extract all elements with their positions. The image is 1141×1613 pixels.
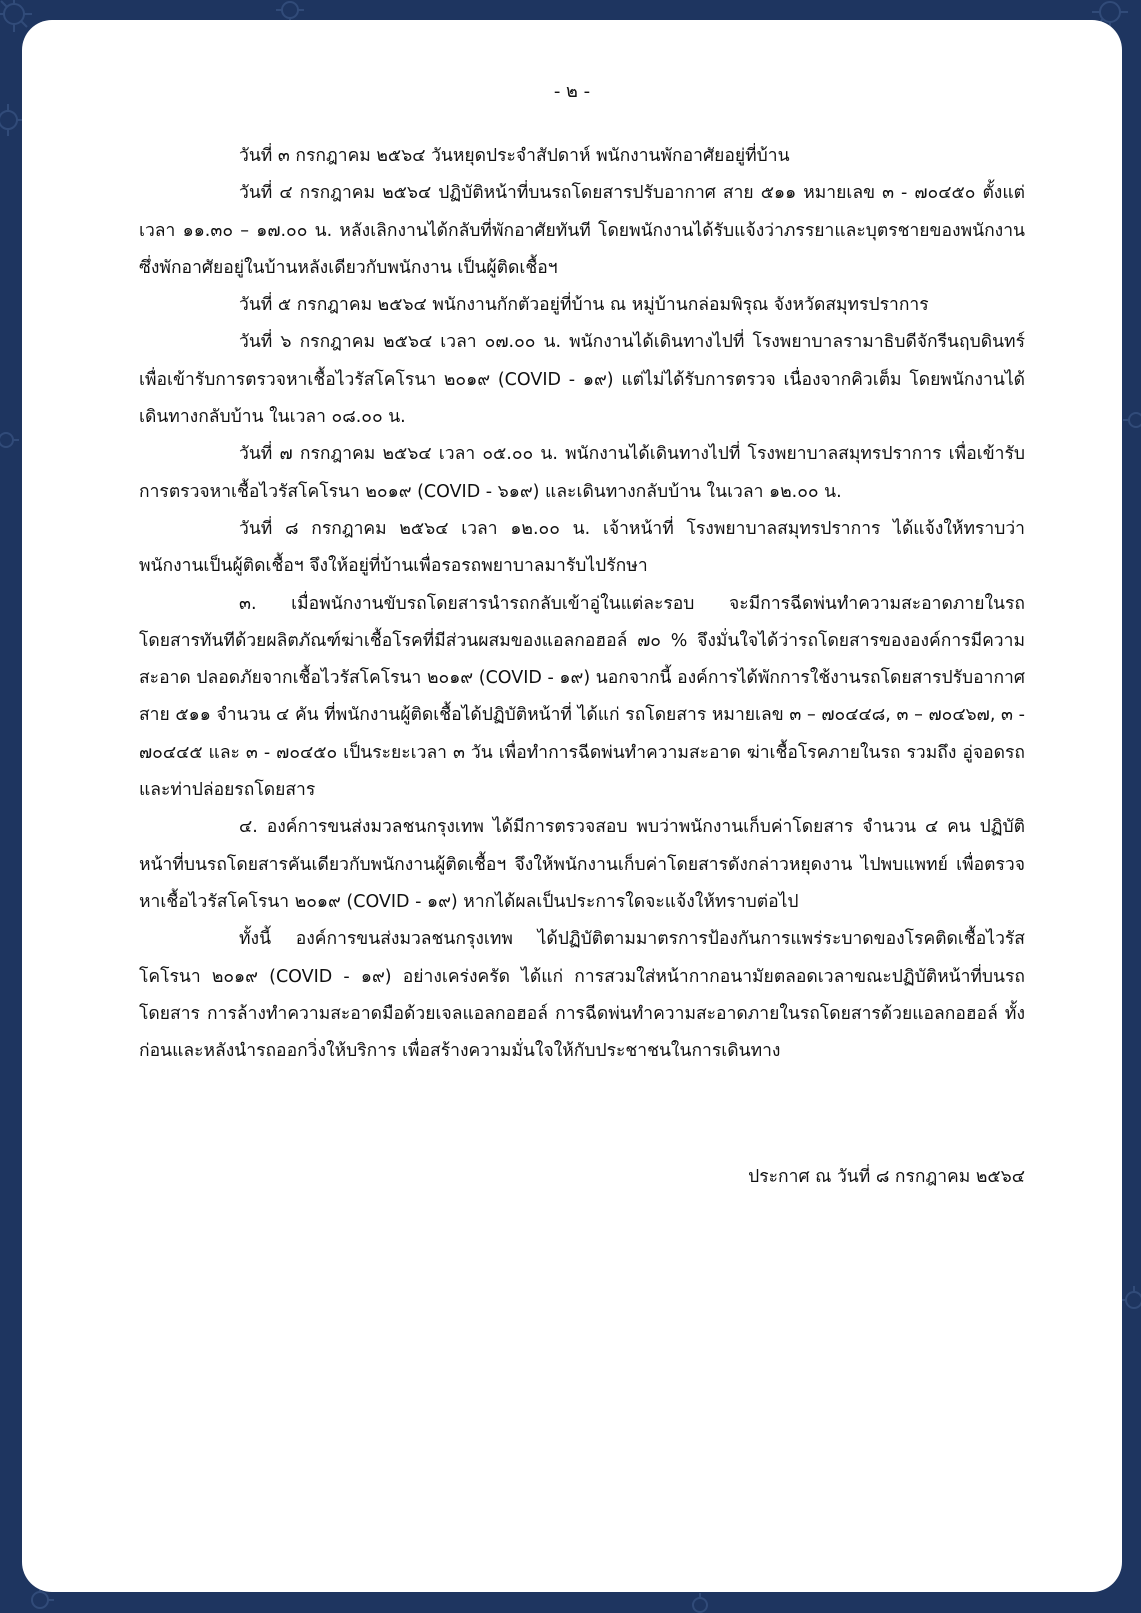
paragraph: วันที่ ๔ กรกฎาคม ๒๕๖๔ ปฏิบัติหน้าที่บนรถโดยสารปรับอากาศ สาย ๕๑๑ หมายเลข ๓ - ๗๐๔๕๐ ตั้งแต่เวลา ๑๑.๓๐ – ๑๗.๐๐ น. หลังเลิกงานได้กลับที่พักอาศัยทันที โดยพนักงานได้รับแจ้งว่าภรรยาและบุตรชายของพนักงาน ซึ่งพักอาศัยอยู่ในบ้านหลังเดียวกับพนักงาน เป็นผู้ติดเชื้อฯ bbox=[139, 183, 1025, 278]
virus-icon bbox=[0, 0, 32, 32]
virus-icon bbox=[1123, 413, 1141, 427]
virus-icon bbox=[0, 104, 24, 136]
virus-icon bbox=[1120, 1286, 1141, 1308]
paragraph: ๓. เมื่อพนักงานขับรถโดยสารนำรถกลับเข้าอู่ในแต่ละรอบ จะมีการฉีดพ่นทำความสะอาดภายในรถโดยสารทันทีด้วยผลิตภัณฑ์ฆ่าเชื้อโรคที่มีส่วนผสมของแอลกอฮอล์ ๗๐ % จึงมั่นใจได้ว่ารถโดยสารขององค์การมีความสะอาด ปลอดภัยจากเชื้อไวรัสโคโรนา ๒๐๑๙ (COVID - ๑๙) นอกจากนี้ องค์การได้พักการใช้งานรถโดยสารปรับอากาศ สาย ๕๑๑ จำนวน ๔ คัน ที่พนักงานผู้ติดเชื้อได้ปฏิบัติหน้าที่ ได้แก่ รถโดยสาร หมายเลข ๓ – ๗๐๔๔๘, ๓ – ๗๐๔๖๗, ๓ - ๗๐๔๔๕ และ ๓ - ๗๐๔๕๐ เป็นระยะเวลา ๓ วัน เพื่อทำการฉีดพ่นทำความสะอาด ฆ่าเชื้อโรคภายในรถ รวมถึง อู่จอดรถและท่าปล่อยรถโดยสาร bbox=[139, 593, 1025, 801]
paragraph: วันที่ ๖ กรกฎาคม ๒๕๖๔ เวลา ๐๗.๐๐ น. พนักงานได้เดินทางไปที่ โรงพยาบาลรามาธิบดีจักรีนฤบดินทร์ เพื่อเข้ารับการตรวจหาเชื้อไวรัสโคโรนา ๒๐๑๙ (COVID - ๑๙) แต่ไม่ได้รับการตรวจ เนื่องจากคิวเต็ม โดยพนักงานได้เดินทางกลับบ้าน ในเวลา ๐๘.๐๐ น. bbox=[139, 332, 1025, 428]
signoff-date: ประกาศ ณ วันที่ ๘ กรกฎาคม ๒๕๖๔ bbox=[748, 1167, 1025, 1187]
virus-icon bbox=[0, 433, 19, 447]
document-body bbox=[139, 138, 1025, 1070]
paragraph: วันที่ ๘ กรกฎาคม ๒๕๖๔ เวลา ๑๒.๐๐ น. เจ้าหน้าที่ โรงพยาบาลสมุทรปราการ ได้แจ้งให้ทราบว่า พนักงานเป็นผู้ติดเชื้อฯ จึงให้อยู่ที่บ้านเพื่อรอรถพยาบาลมารับไปรักษา bbox=[139, 518, 1025, 577]
paragraph: วันที่ ๕ กรกฎาคม ๒๕๖๔ พนักงานกักตัวอยู่ที่บ้าน ณ หมู่บ้านกล่อมพิรุณ จังหวัดสมุทรปราการ bbox=[239, 295, 929, 316]
paragraph: วันที่ ๗ กรกฎาคม ๒๕๖๔ เวลา ๐๕.๐๐ น. พนักงานได้เดินทางไปที่ โรงพยาบาลสมุทรปราการ เพื่อเข้ารับการตรวจหาเชื้อไวรัสโคโรนา ๒๐๑๙ (COVID - ๖๑๙) และเดินทางกลับบ้าน ในเวลา ๑๒.๐๐ น. bbox=[139, 444, 1025, 502]
document-page bbox=[22, 20, 1122, 1592]
paragraph: ๔. องค์การขนส่งมวลชนกรุงเทพ ได้มีการตรวจสอบ พบว่าพนักงานเก็บค่าโดยสาร จำนวน ๔ คน ปฏิบัติหน้าที่บนรถโดยสารคันเดียวกับพนักงานผู้ติดเชื้อฯ จึงให้พนักงานเก็บค่าโดยสารดังกล่าวหยุดงาน ไปพบแพทย์ เพื่อตรวจหาเชื้อไวรัสโคโรนา ๒๐๑๙ (COVID - ๑๙) หากได้ผลเป็นประการใดจะแจ้งให้ทราบต่อไป bbox=[139, 817, 1025, 912]
virus-icon bbox=[693, 1593, 707, 1612]
page-number: - ๒ - bbox=[553, 81, 591, 102]
paragraph: ทั้งนี้ องค์การขนส่งมวลชนกรุงเทพ ได้ปฏิบัติตามมาตรการป้องกันการแพร่ระบาดของโรคติดเชื้อไวรัสโคโรนา ๒๐๑๙ (COVID - ๑๙) อย่างเคร่งครัด ได้แก่ การสวมใส่หน้ากากอนามัยตลอดเวลาขณะปฏิบัติหน้าที่บนรถโดยสาร การล้างทำความสะอาดมือด้วยเจลแอลกอฮอล์ การฉีดพ่นทำความสะอาดภายในรถโดยสารด้วยแอลกอฮอล์ ทั้งก่อนและหลังนำรถออกวิ่งให้บริการ เพื่อสร้างความมั่นใจให้กับประชาชนในการเดินทาง bbox=[139, 929, 1025, 1062]
paragraph: วันที่ ๓ กรกฎาคม ๒๕๖๔ วันหยุดประจำสัปดาห์ พนักงานพักอาศัยอยู่ที่บ้าน bbox=[239, 146, 790, 166]
